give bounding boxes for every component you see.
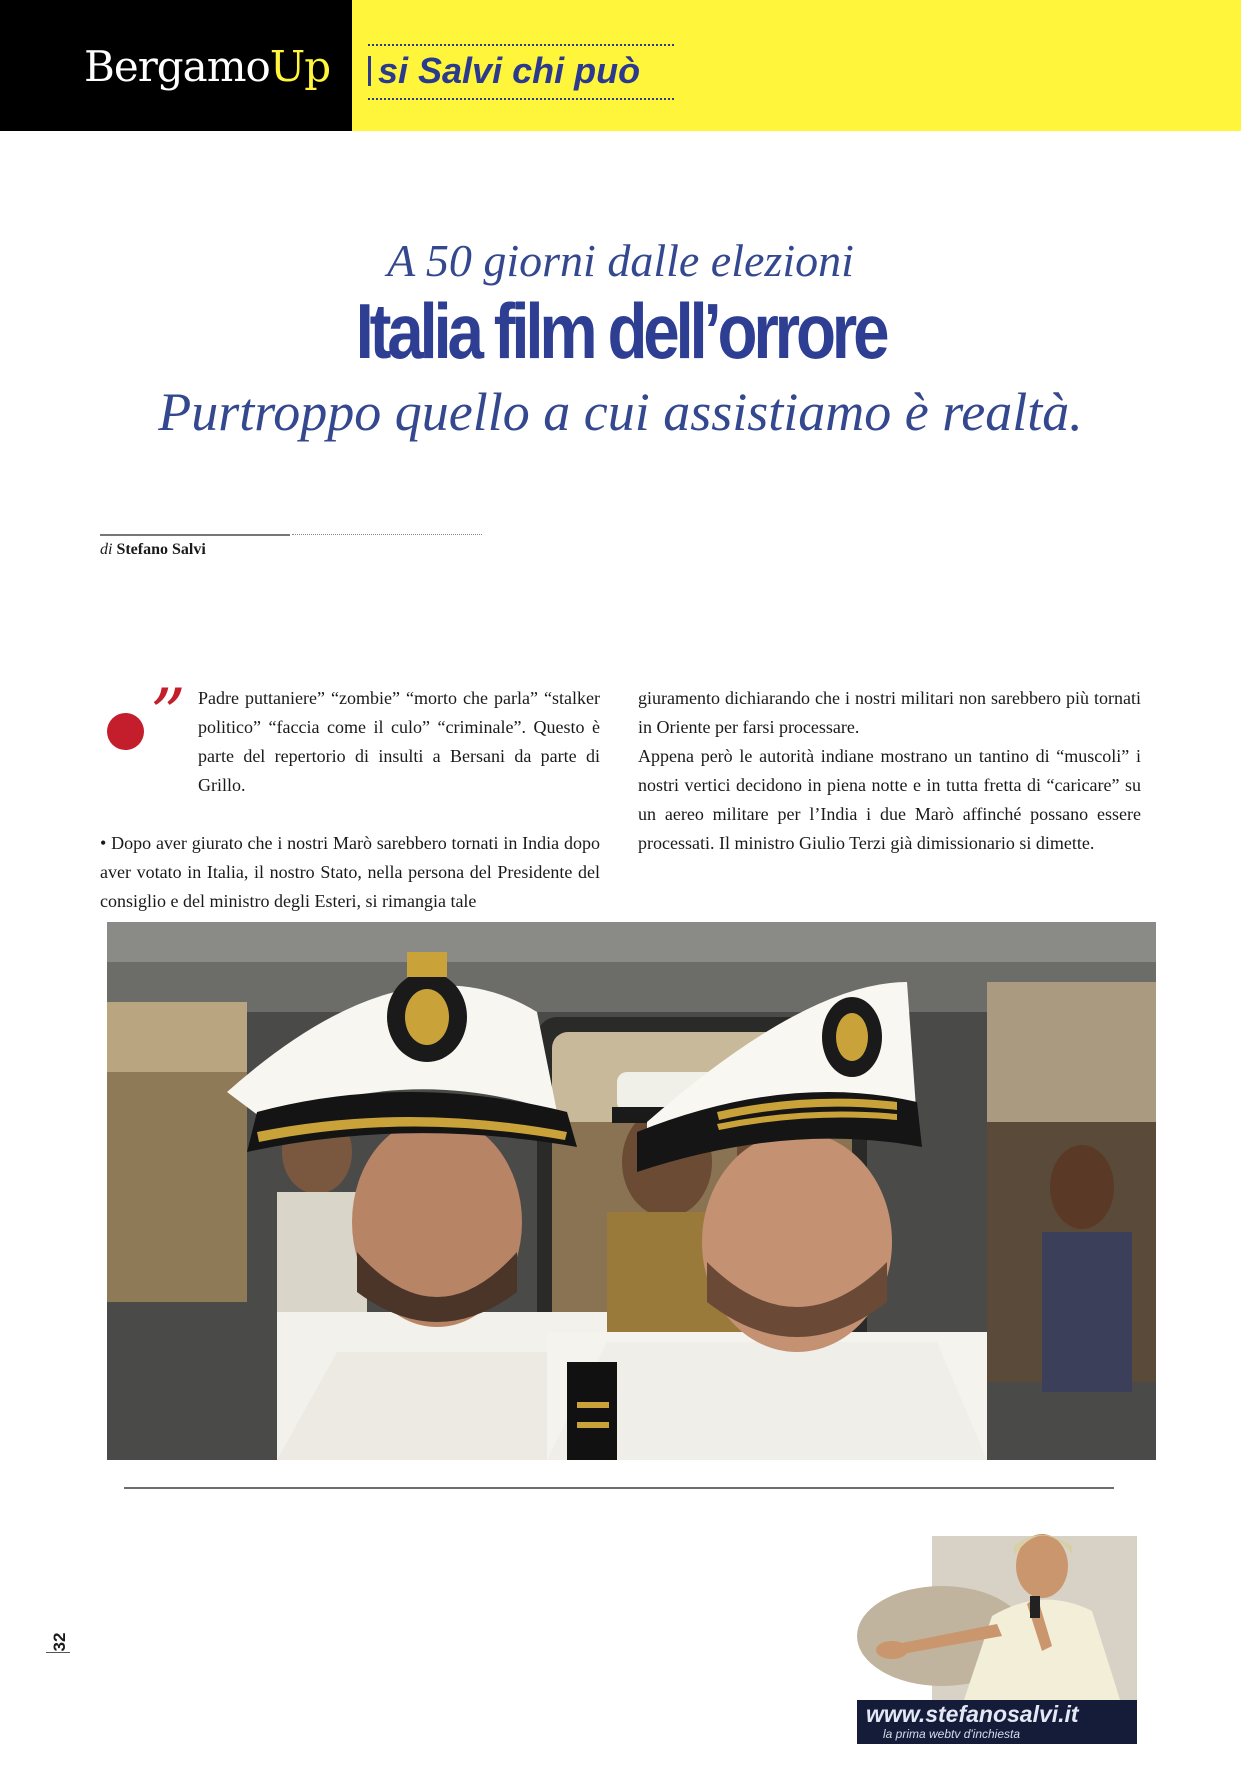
- ad-url-link[interactable]: www.stefanosalvi.it: [866, 1701, 1079, 1727]
- byline: di Stefano Salvi: [100, 541, 206, 558]
- body-paragraph: Appena però le autorità indiane mostrano un tantino di “muscoli” i nostri vertici decidono in piena notte e in tutta fretta di “caricare” su un aereo militare per l’India i due Marò affinché possano essere processati. Il ministro Giulio Terzi già dimissionario si dimette.: [638, 746, 1141, 853]
- article-photo: [107, 922, 1156, 1460]
- body-column-2: [638, 684, 1141, 858]
- byline-rule: [100, 534, 290, 536]
- section-tag-bar: [368, 56, 371, 86]
- ad-tagline: la prima webtv d'inchiesta: [883, 1727, 1021, 1741]
- article-kicker: A 50 giorni dalle elezioni: [387, 235, 854, 286]
- article-title: Italia film dell’orrore: [355, 287, 886, 375]
- page-number-rule: [46, 1652, 70, 1653]
- pull-quote: Padre puttaniere” “zombie” “morto che parla” “stalker politico” “faccia come il culo” “criminale”. Questo è parte del repertorio di insulti a Bersani da parte di Grillo.: [198, 688, 600, 795]
- quote-mark: ”: [150, 674, 186, 756]
- author-name: Stefano Salvi: [116, 541, 206, 558]
- section-label: si Salvi chi può: [378, 50, 641, 91]
- photo-rule: [124, 1487, 1114, 1489]
- section-tag: [368, 44, 674, 100]
- page-number: 32: [50, 1632, 69, 1652]
- magazine-logo: BergamoUp: [84, 42, 331, 91]
- article-subtitle: Purtroppo quello a cui assistiamo è realtà.: [158, 382, 1083, 442]
- body-paragraph: giuramento dichiarando che i nostri militari non sarebbero più tornati in Oriente per farsi processare.: [638, 688, 1141, 737]
- quote-bullet-dot: [107, 713, 144, 750]
- byline-dotted-rule: [292, 534, 482, 535]
- body-column-1: • Dopo aver giurato che i nostri Marò sarebbero tornati in India dopo aver votato in Italia, il nostro Stato, nella persona del Presidente del consiglio e del ministro degli Esteri, si rimangia tale: [100, 833, 600, 911]
